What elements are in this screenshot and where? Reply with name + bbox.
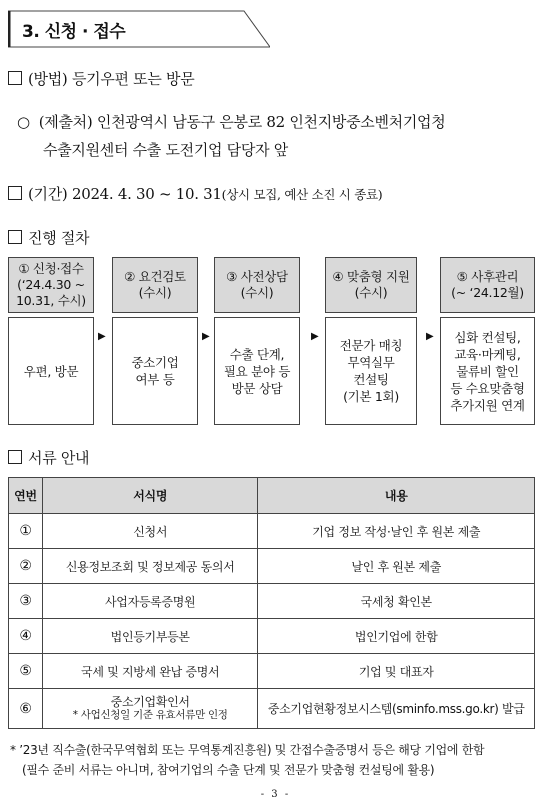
period-line xyxy=(8,183,382,204)
submit-to-line-1 xyxy=(17,111,445,132)
page-number: - 3 - xyxy=(260,789,291,800)
process-title: 진행 절차 xyxy=(28,229,90,247)
row-no: ③ xyxy=(9,584,43,619)
row-no: ① xyxy=(9,514,43,549)
row-content: 기업 정보 작성·날인 후 원본 제출 xyxy=(258,514,535,549)
header-form: 서식명 xyxy=(42,478,257,514)
step-1-desc: 우편, 방문 xyxy=(23,363,79,379)
method-value: 등기우편 또는 방문 xyxy=(71,70,195,88)
step-1-header xyxy=(8,257,94,313)
footnote-line-2: (필수 준비 서류는 아니며, 참여기업의 수출 단계 및 전문가 맞춤형 컨설팅에 활용) xyxy=(22,763,435,777)
step-4-desc-3: 컨설팅 xyxy=(353,372,389,387)
table-row xyxy=(9,584,535,619)
row-no: ⑥ xyxy=(9,689,43,729)
step-2-body xyxy=(112,317,198,425)
row-form: 신청서 xyxy=(42,514,257,549)
documents-title-line xyxy=(8,447,89,468)
method-label: (방법) xyxy=(28,70,68,88)
step-1-period-2: 10.31, 수시) xyxy=(16,293,86,308)
row-form: 신용정보조회 및 정보제공 동의서 xyxy=(42,549,257,584)
step-5-desc-2: 교육·마케팅, xyxy=(454,346,521,362)
footnote-line-1: * ’23년 직수출(한국무역협회 또는 무역통계진흥원) 및 간접수출증명서 등은 해당 기업에 한함 xyxy=(10,743,485,757)
table-row xyxy=(9,619,535,654)
table-row xyxy=(9,654,535,689)
step-5-body xyxy=(440,317,535,425)
table-header-row xyxy=(9,478,535,514)
row-no: ⑤ xyxy=(9,654,43,689)
row-content: 날인 후 원본 제출 xyxy=(258,549,535,584)
documents-title: 서류 안내 xyxy=(28,449,90,467)
bullet-circle-icon: ○ xyxy=(17,113,30,131)
step-3-desc-3: 방문 상담 xyxy=(231,380,283,396)
checkbox-square-icon xyxy=(8,230,22,244)
step-3-title: ③ 사전상담 xyxy=(226,269,288,284)
step-3-desc-2: 필요 분야 등 xyxy=(223,363,291,379)
step-2-period: (수시) xyxy=(138,285,172,300)
step-5-title: ⑤ 사후관리 xyxy=(456,269,519,284)
row-form: 국세 및 지방세 완납 증명서 xyxy=(42,654,257,689)
row-content: 기업 및 대표자 xyxy=(258,654,535,689)
step-5-period: (~ ‘24.12월) xyxy=(451,285,524,300)
step-4-period: (수시) xyxy=(354,285,388,300)
row-form-note: * 사업신청일 기준 유효서류만 인정 xyxy=(72,709,228,721)
step-1-title: ① 신청·접수 xyxy=(18,261,84,276)
arrow-right-icon: ▶ xyxy=(311,331,319,342)
step-5-desc-1: 심화 컨설팅, xyxy=(454,329,521,345)
row-form: 중소기업확인서 xyxy=(110,695,190,709)
row-form: 법인등기부등본 xyxy=(42,619,257,654)
row-form: 사업자등록증명원 xyxy=(42,584,257,619)
step-3-desc-1: 수출 단계, xyxy=(229,346,285,362)
step-4-title: ④ 맞춤형 지원 xyxy=(332,269,410,284)
step-2-desc-1: 중소기업 xyxy=(131,355,179,370)
documents-table xyxy=(8,477,535,729)
row-no: ④ xyxy=(9,619,43,654)
step-4-body xyxy=(325,317,417,425)
step-5-desc-5: 추가지원 연계 xyxy=(450,397,525,413)
arrow-right-icon: ▶ xyxy=(98,331,106,342)
step-4-desc-4: (기본 1회) xyxy=(343,389,399,404)
header-no: 연번 xyxy=(9,478,43,514)
step-2-title: ② 요건검토 xyxy=(124,269,186,284)
step-4-desc-1: 전문가 매칭 xyxy=(339,338,403,353)
step-1-body xyxy=(8,317,94,425)
row-form-cell xyxy=(42,689,257,729)
method-line xyxy=(8,68,194,89)
step-1-period-1: (‘24.4.30 ~ xyxy=(17,277,85,292)
row-no: ② xyxy=(9,549,43,584)
step-3-header xyxy=(214,257,300,313)
process-title-line xyxy=(8,227,89,248)
period-value: 2024. 4. 30 ~ 10. 31 xyxy=(71,185,222,203)
step-2-desc-2: 여부 등 xyxy=(135,372,175,387)
table-row xyxy=(9,689,535,729)
step-5-header xyxy=(440,257,535,313)
row-content: 국세청 확인본 xyxy=(258,584,535,619)
step-5-desc-4: 등 수요맞춤형 xyxy=(450,380,525,396)
period-label: (기간) xyxy=(28,185,68,203)
step-4-desc-2: 무역실무 xyxy=(347,355,395,370)
table-row xyxy=(9,514,535,549)
submit-to-text-2: 수출지원센터 수출 도전기업 담당자 앞 xyxy=(43,141,288,159)
section-title: 3. 신청 · 접수 xyxy=(22,22,126,42)
step-3-period: (수시) xyxy=(240,285,274,300)
submit-to-text-1: (제출처) 인천광역시 남동구 은봉로 82 인천지방중소벤처기업청 xyxy=(38,113,446,131)
step-2-header xyxy=(112,257,198,313)
step-5-desc-3: 물류비 할인 xyxy=(456,363,519,379)
arrow-right-icon: ▶ xyxy=(426,331,434,342)
checkbox-square-icon xyxy=(8,186,22,200)
checkbox-square-icon xyxy=(8,71,22,85)
step-3-body xyxy=(214,317,300,425)
section-heading xyxy=(8,10,266,46)
arrow-right-icon: ▶ xyxy=(202,331,210,342)
row-content: 중소기업현황정보시스템(sminfo.mss.go.kr) 발급 xyxy=(258,689,535,729)
header-content: 내용 xyxy=(258,478,535,514)
checkbox-square-icon xyxy=(8,450,22,464)
row-content: 법인기업에 한함 xyxy=(258,619,535,654)
step-4-header xyxy=(325,257,417,313)
table-row xyxy=(9,549,535,584)
period-note: (상시 모집, 예산 소진 시 종료) xyxy=(221,187,383,202)
